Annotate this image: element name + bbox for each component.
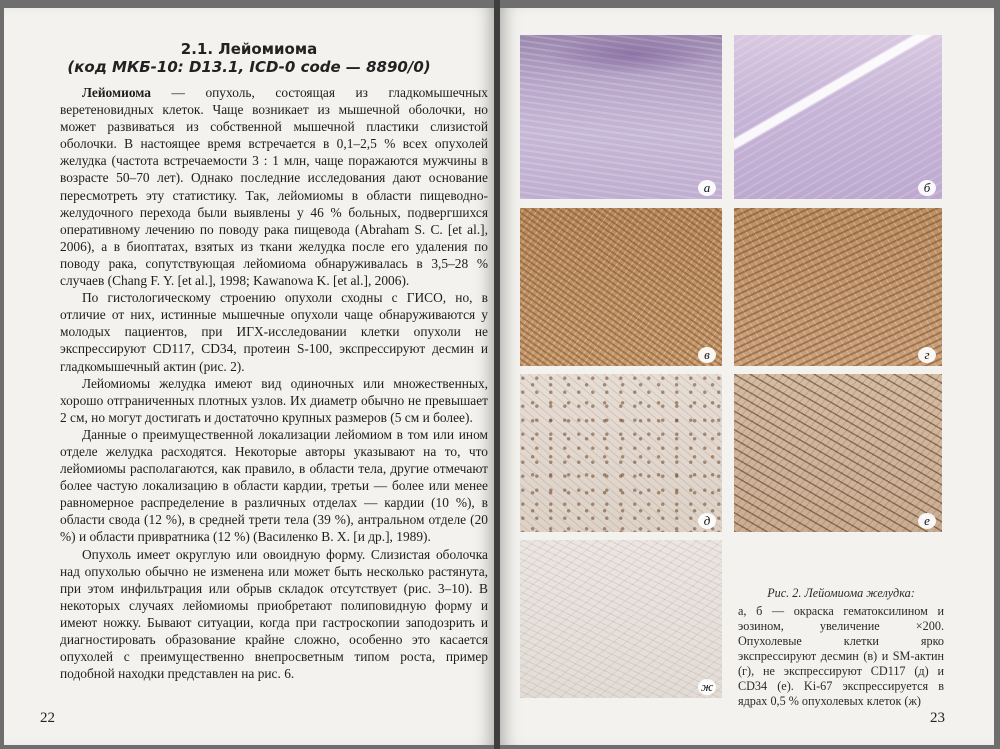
body-text [60,84,488,682]
figure-caption-body [738,604,944,709]
section-heading: 2.1. Лейомиома [180,40,318,58]
section-code: (код МКБ-10: D13.1, ICD-0 code — 8890/0) [67,58,431,76]
page-number-right: 23 [930,710,945,726]
panel-label-a: а [698,180,716,196]
term-leiomyoma: Лейомиома [82,85,151,100]
panel-label-e: е [918,513,936,529]
micrograph-d [520,374,722,532]
micrograph-v [520,208,722,366]
micrograph-e [734,374,942,532]
left-page [4,8,494,745]
page-number-left: 22 [40,710,55,726]
panel-label-g: г [918,347,936,363]
paragraph-4: Данные о преимущественной локализации лейомиом в том или ином отделе желудка расходятся. Некоторые авторы указывают на то, что лейомиомы располагаются, как правило, в области тела, другие отмечают более частую локализацию в области кардии, третьи — более или менее равномерное распределение в различных отделах — кардии (10 %), в области свода (12 %), в средней трети тела (39 %), антральном отделе (20 %) и области привратника (12 %) (Василенко В. Х. [и др.], 1989). [60,426,488,545]
panel-label-d: д [698,513,716,529]
paragraph-5: Опухоль имеет округлую или овоидную форму. Слизистая оболочка над опухолью обычно не изменена или может быть несколько растянута, при этом инфильтрация или обрыв складок отсутствует (рис. 3–10). В некоторых случаях лейомиомы приобретают полиповидную форму и имеют ножку. Бывают ситуации, когда при гастроскопии заподозрить и диагностировать образование крайне сложно, особенно это касается опухолей с преимущественно внепросветным типом роста, пример подобной находки представлен на рис. 6. [60,546,488,682]
paragraph-2: По гистологическому строению опухоли сходны с ГИСО, но, в отличие от них, истинные мышечные опухоли чаще обнаруживаются у молодых пациентов, при ИГХ-исследовании клетки опухоли не экспрессируют CD117, CD34, протеин S-100, экспрессируют десмин и гладкомышечный актин (рис. 2). [60,290,488,374]
figure-caption-text: а, б — окраска гематоксилином и эозином, увеличение ×200. Опухолевые клетки ярко экспрессируют десмин (в) и SM-актин (г), не экспрессируют CD117 (д) и CD34 (е). Ki-67 экспрессируется в ядрах 0,5 % опухолевых клеток (ж) [738,604,944,708]
panel-label-v: в [698,347,716,363]
right-page [500,8,994,745]
paragraph-1-text: — опухоль, состоящая из гладкомышечных веретеновидных клеток. Чаще возникает из мышечной оболочки, но может развиваться из собственной мышечной пластики слизистой оболочки. В настоящее время встречается в 0,1–2,5 % всех опухолей желудка (частота встречаемости 3 : 1 млн, чаще поражаются мужчины в возрасте 50–70 лет). Однако последние исследования дают основание пересмотреть эту статистику. Так, лейомиомы в области пищеводно-желудочного перехода были выявлены у 46 % больных, подвергшихся оперативному лечению по поводу рака пищевода (Abraham S. C. [et al.], 2006), а в биоптатах, взятых из ткани желудка после его удаления по поводу рака, сопутствующая лейомиома обнаруживалась в 3,5–28 % случаев (Chang F. Y. [et al.], 1998; Kawanowa K. [et al.], 2006). [60,85,488,289]
figure-caption-title: Рис. 2. Лейомиома желудка: [767,586,915,600]
paragraph-3: Лейомиомы желудка имеют вид одиночных или множественных, хорошо отграниченных плотных узлов. Их диаметр обычно не превышает 2 см, но могут достигать и достаточно крупных размеров (5 см и более). [60,375,488,425]
panel-label-zh: ж [698,679,716,695]
panel-label-b: б [918,180,936,196]
micrograph-g [734,208,942,366]
micrograph-b [734,35,942,199]
micrograph-zh [520,540,722,698]
paragraph-1 [60,84,488,289]
micrograph-a [520,35,722,199]
